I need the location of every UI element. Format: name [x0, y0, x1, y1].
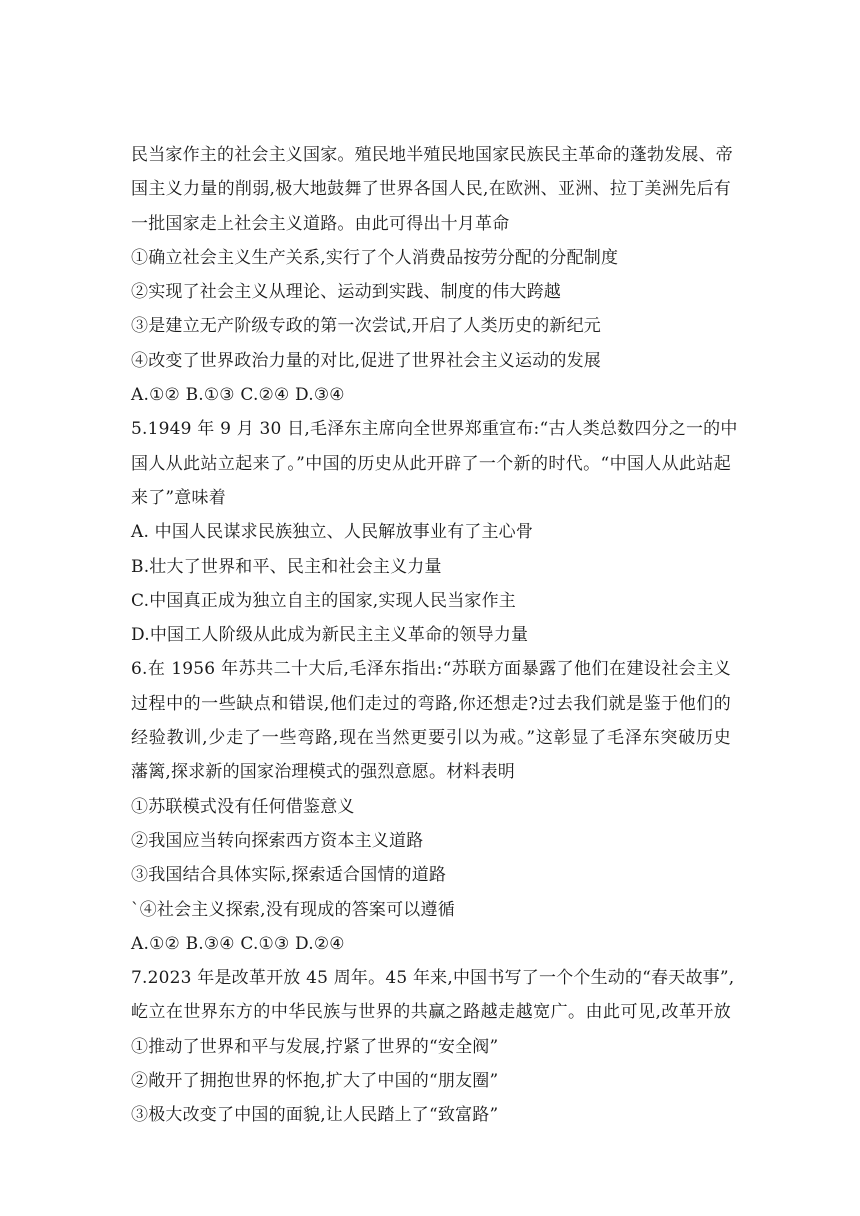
answer-choices: A.①② B.③④ C.①③ D.②④	[131, 933, 345, 954]
option-b: B.壮大了世界和平、民主和社会主义力量	[131, 556, 442, 577]
option-line: `④社会主义探索,没有现成的答案可以遵循	[131, 899, 455, 920]
question-5-line: 国人从此站立起来了。”中国的历史从此开辟了一个新的时代。“中国人从此站起	[131, 453, 731, 474]
question-6-line: 6.在 1956 年苏共二十大后,毛泽东指出:“苏联方面暴露了他们在建设社会主义	[131, 659, 731, 680]
paragraph-line: 民当家作主的社会主义国家。殖民地半殖民地国家民族民主革命的蓬勃发展、帝	[131, 145, 733, 165]
answer-choices: A.①② B.①③ C.②④ D.③④	[131, 385, 345, 406]
option-a: A. 中国人民谋求民族独立、人民解放事业有了主心骨	[131, 522, 534, 543]
question-6-line: 藩篱,探求新的国家治理模式的强烈意愿。材料表明	[131, 762, 516, 783]
question-6-line: 经验教训,少走了一些弯路,现在当然更要引以为戒。”这彰显了毛泽东突破历史	[131, 728, 731, 749]
option-d: D.中国工人阶级从此成为新民主主义革命的领导力量	[131, 625, 529, 646]
option-line: ②敞开了拥抱世界的怀抱,扩大了中国的“朋友圈”	[131, 1071, 499, 1092]
option-line: ④改变了世界政治力量的对比,促进了世界社会主义运动的发展	[131, 350, 602, 371]
option-line: ①确立社会主义生产关系,实行了个人消费品按劳分配的分配制度	[131, 247, 619, 268]
paragraph-line: 国主义力量的削弱,极大地鼓舞了世界各国人民,在欧洲、亚洲、拉丁美洲先后有	[131, 179, 731, 200]
question-7-line: 屹立在世界东方的中华民族与世界的共赢之路越走越宽广。由此可见,改革开放	[131, 1002, 731, 1023]
question-6-line: 过程中的一些缺点和错误,他们走过的弯路,你还想走?过去我们就是鉴于他们的	[131, 693, 731, 714]
option-line: ②我国应当转向探索西方资本主义道路	[131, 830, 424, 851]
option-line: ③极大改变了中国的面貌,让人民踏上了“致富路”	[131, 1105, 499, 1126]
option-line: ①苏联模式没有任何借鉴意义	[131, 796, 355, 817]
option-line: ①推动了世界和平与发展,拧紧了世界的“安全阀”	[131, 1036, 499, 1057]
question-5-line: 来了”意味着	[131, 487, 226, 508]
question-5-line: 5.1949 年 9 月 30 日,毛泽东主席向全世界郑重宣布:“古人类总数四分之一的中	[131, 419, 738, 440]
option-line: ③我国结合具体实际,探索适合国情的道路	[131, 865, 447, 886]
option-line: ③是建立无产阶级专政的第一次尝试,开启了人类历史的新纪元	[131, 316, 602, 337]
option-line: ②实现了社会主义从理论、运动到实践、制度的伟大跨越	[131, 282, 561, 303]
question-7-line: 7.2023 年是改革开放 45 周年。45 年来,中国书写了一个个生动的“春天故事”,	[131, 968, 735, 989]
paragraph-line: 一批国家走上社会主义道路。由此可得出十月革命	[131, 213, 510, 234]
option-c: C.中国真正成为独立自主的国家,实现人民当家作主	[131, 590, 517, 611]
document-body	[131, 138, 738, 1133]
